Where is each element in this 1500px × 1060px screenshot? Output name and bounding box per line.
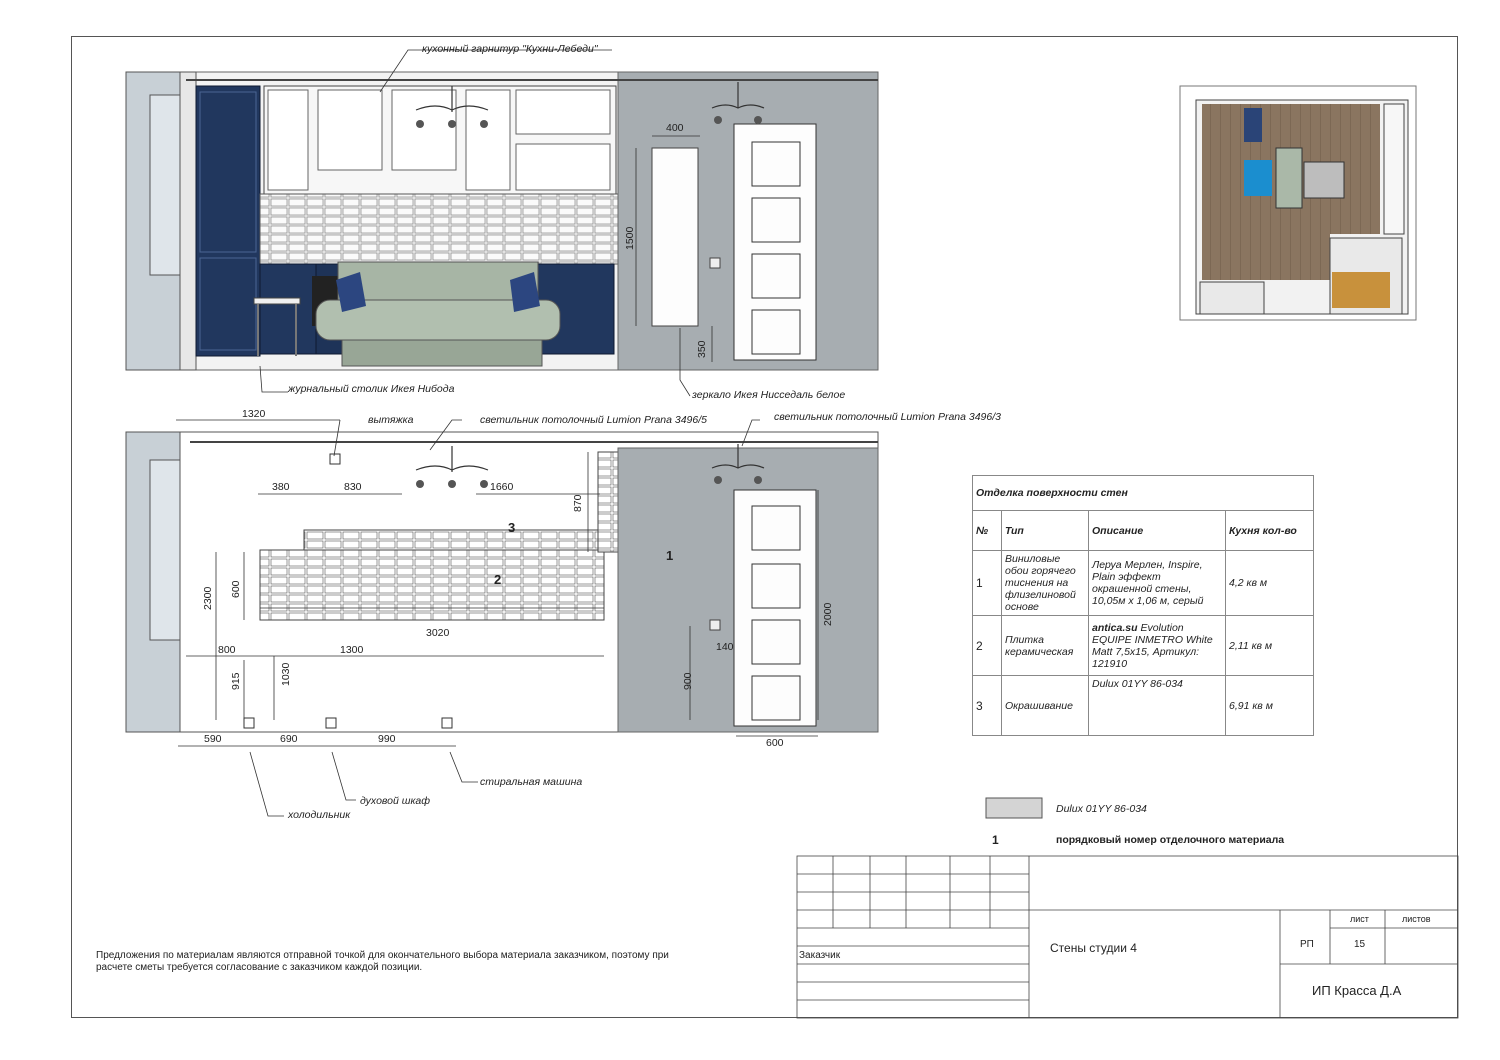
stamp-company: ИП Красса Д.А <box>1312 983 1402 998</box>
stamp-sheet-header: лист <box>1350 914 1369 924</box>
dim-600: 600 <box>230 580 242 598</box>
dim-900: 900 <box>682 672 694 690</box>
stamp-title: Стены студии 4 <box>1050 941 1137 955</box>
legend-num: 1 <box>992 833 999 847</box>
label-washer: стиральная машина <box>480 776 583 788</box>
dim-380: 380 <box>272 481 290 493</box>
top-elevation <box>126 72 878 370</box>
dim-600b: 600 <box>766 737 784 749</box>
dim-590: 590 <box>204 733 222 745</box>
dim-1320: 1320 <box>242 408 266 420</box>
dim-800: 800 <box>218 644 236 656</box>
finish-table-title: Отделка поверхности стен <box>973 476 1314 511</box>
header-type: Тип <box>1002 511 1089 551</box>
stamp-customer: Заказчик <box>799 950 841 961</box>
dim-915: 915 <box>230 672 242 690</box>
dim-140: 140 <box>716 641 734 653</box>
legend-num-desc: порядковый номер отделочного материала <box>1056 834 1285 846</box>
zone-2: 2 <box>494 572 502 587</box>
dim-830: 830 <box>344 481 362 493</box>
stamp-stage: РП <box>1300 939 1314 950</box>
table-row: 2 Плитка керамическая antica.su Evolution EQUIPE INMETRO White Matt 7,5х15, Артикул: 121910 2,11 кв м <box>973 616 1314 676</box>
stamp-sheets-header: листов <box>1402 914 1431 924</box>
stamp-sheet-number: 15 <box>1354 939 1366 950</box>
zone-1: 1 <box>666 548 674 563</box>
finish-table <box>972 475 1314 736</box>
label-lamp-5: светильник потолочный Lumion Prana 3496/5 <box>480 414 707 426</box>
dim-350: 350 <box>696 340 708 358</box>
label-fridge: холодильник <box>288 809 351 821</box>
label-coffee-table: журнальный столик Икея Нибода <box>288 383 455 395</box>
header-qty: Кухня кол-во <box>1226 511 1314 551</box>
label-kitchen-set: кухонный гарнитур "Кухни-Лебеди" <box>422 43 598 55</box>
table-row: 3 Окрашивание Dulux 01YY 86-034 6,91 кв м <box>973 676 1314 736</box>
dim-2000: 2000 <box>822 602 834 626</box>
dim-3020: 3020 <box>426 627 450 639</box>
legend-swatch <box>986 798 1042 818</box>
materials-note: Предложения по материалам являются отправной точкой для окончательного выбора материала заказчиком, поэтому при расчете сметы требуется согласование с заказчиком каждой позиции. <box>96 950 669 973</box>
label-hood: вытяжка <box>368 414 414 426</box>
dim-1660: 1660 <box>490 481 514 493</box>
dim-1030: 1030 <box>280 662 292 686</box>
dim-2300: 2300 <box>202 586 214 610</box>
legend-swatch-label: Dulux 01YY 86-034 <box>1056 803 1147 815</box>
header-num: № <box>973 511 1002 551</box>
label-lamp-3: светильник потолочный Lumion Prana 3496/3 <box>774 411 1001 423</box>
dim-690: 690 <box>280 733 298 745</box>
floor-plan-thumbnail <box>1180 86 1416 320</box>
dim-400: 400 <box>666 122 684 134</box>
label-oven: духовой шкаф <box>360 795 431 807</box>
dim-990: 990 <box>378 733 396 745</box>
dim-1500: 1500 <box>624 226 636 250</box>
table-row: 1 Виниловые обои горячего тиснения на флизелиновой основе Леруа Мерлен, Inspire, Plain эффект окрашенной стены, 10,05м х 1,06 м, серый 4,2 кв м <box>973 551 1314 616</box>
dim-870: 870 <box>572 494 584 512</box>
zone-3: 3 <box>508 520 516 535</box>
header-desc: Описание <box>1089 511 1226 551</box>
label-mirror: зеркало Икея Нисседаль белое <box>692 389 846 401</box>
dim-1300: 1300 <box>340 644 364 656</box>
